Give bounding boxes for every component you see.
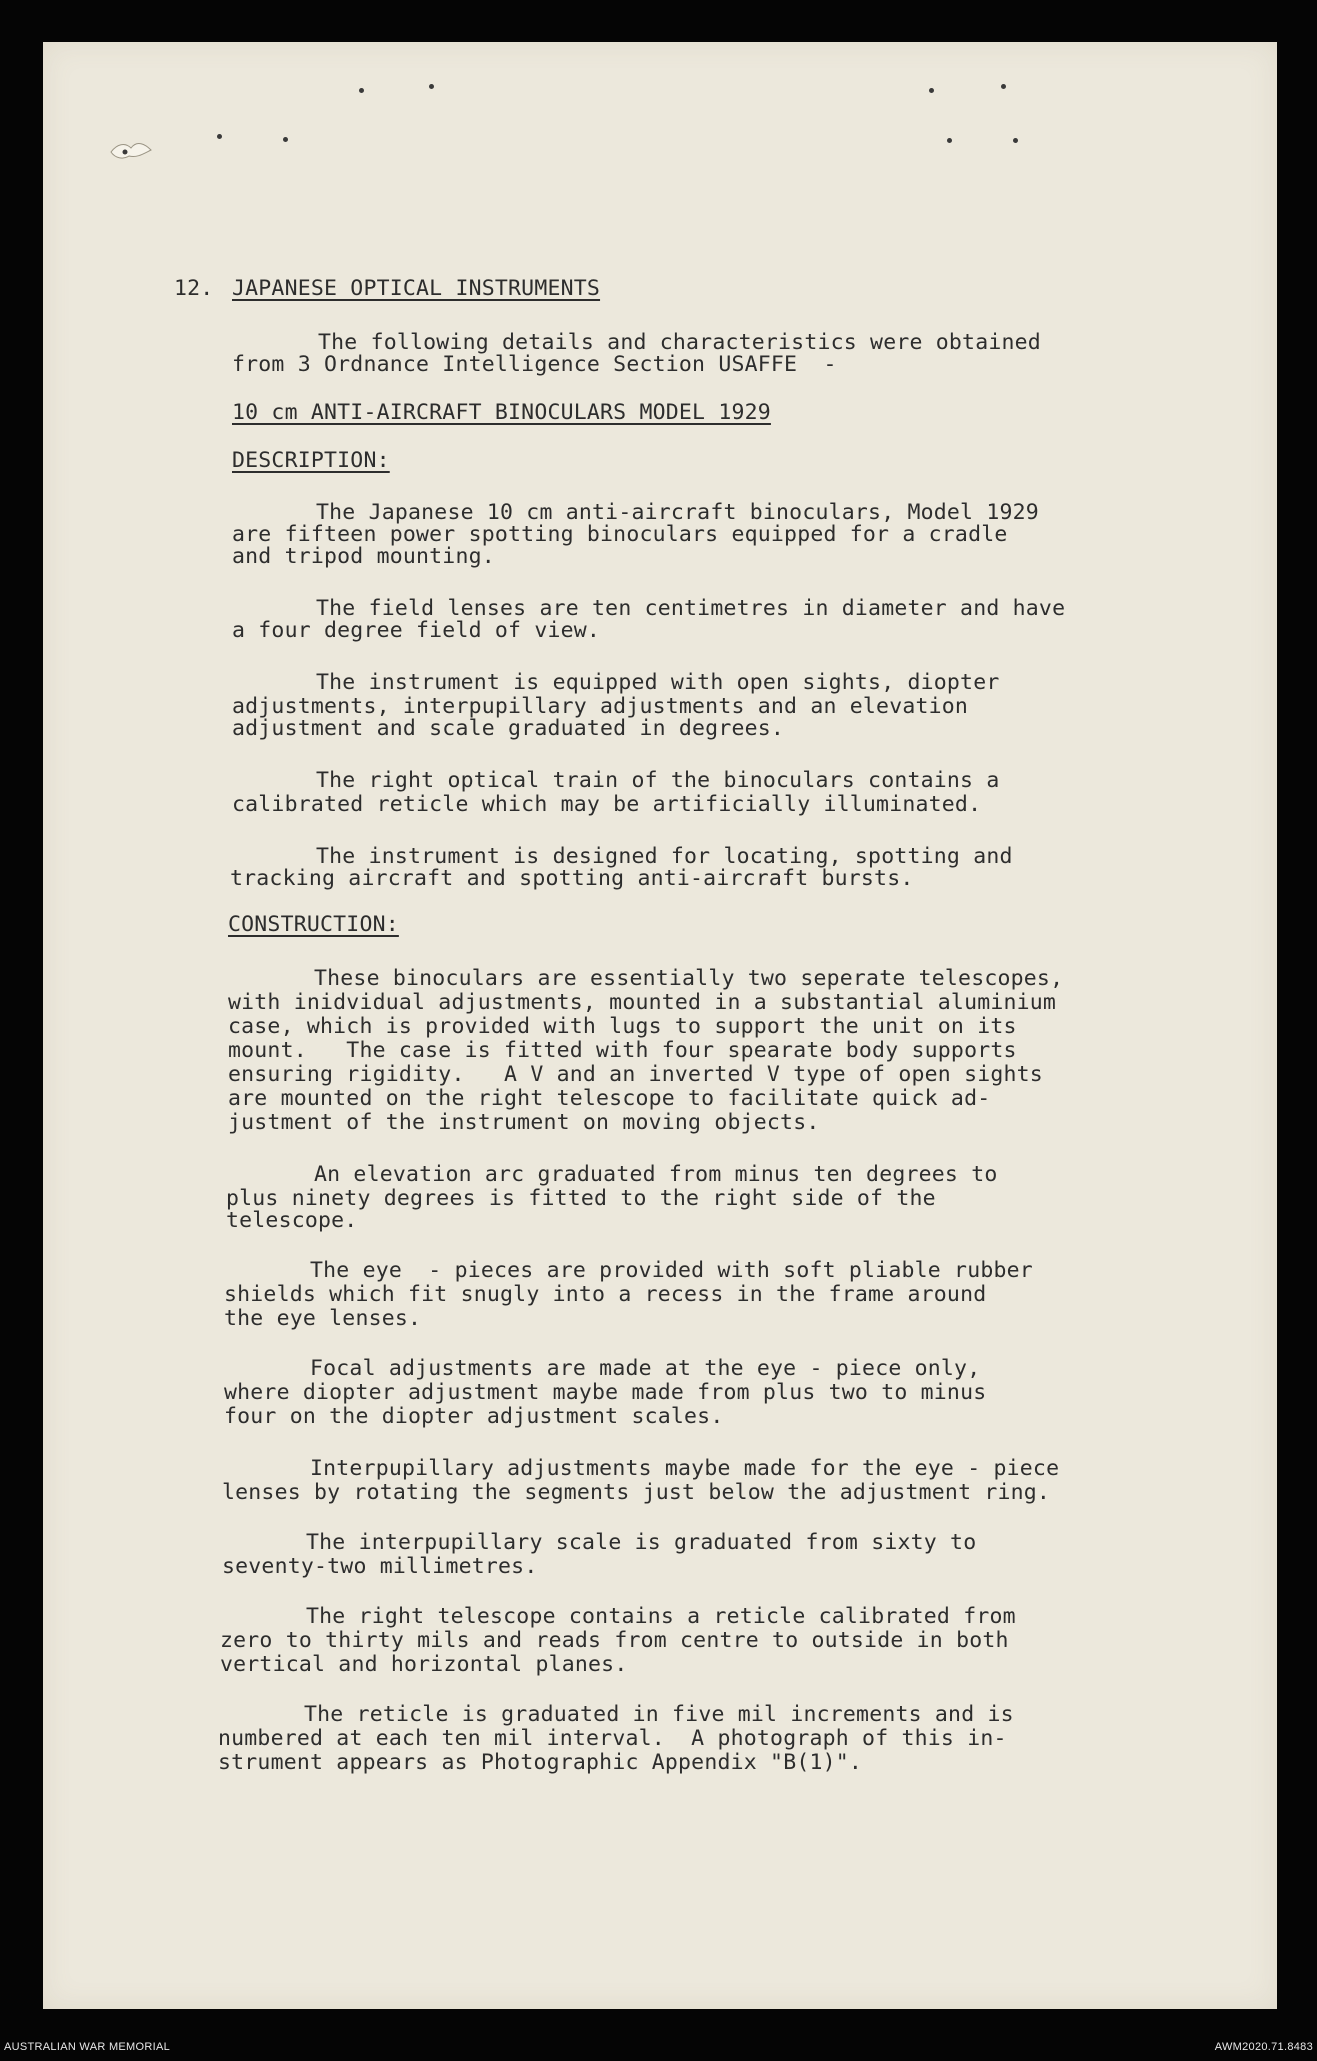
paragraph-line: tracking aircraft and spotting anti-aircraft bursts.: [230, 866, 914, 891]
paragraph-line: adjustments, interpupillary adjustments and an elevation: [232, 694, 969, 719]
paragraph-line: a four degree field of view.: [232, 618, 601, 643]
paragraph-line: strument appears as Photographic Appendix "B(1)".: [218, 1750, 863, 1775]
paragraph-line: The right telescope contains a reticle calibrated from: [306, 1604, 1016, 1629]
paragraph-line: The right optical train of the binoculars contains a: [316, 768, 1000, 793]
paragraph-line: The instrument is designed for locating, spotting and: [316, 844, 1013, 869]
intro-line: The following details and characteristics were obtained: [318, 330, 1041, 355]
paragraph-line: shields which fit snugly into a recess in the frame around: [224, 1282, 987, 1307]
paragraph-line: are fifteen power spotting binoculars equipped for a cradle: [232, 522, 1008, 547]
paragraph-line: Interpupillary adjustments maybe made for the eye - piece: [310, 1456, 1060, 1481]
archive-id: AWM2020.71.8483: [1214, 2041, 1313, 2053]
paragraph-line: plus ninety degrees is fitted to the right side of the: [226, 1186, 936, 1211]
paragraph-line: mount. The case is fitted with four spearate body supports: [228, 1038, 1017, 1063]
paragraph-line: The interpupillary scale is graduated from sixty to: [306, 1530, 977, 1555]
section-number: 12.: [174, 276, 214, 301]
paragraph-line: Focal adjustments are made at the eye - piece only,: [310, 1356, 981, 1381]
paragraph-line: calibrated reticle which may be artificially illuminated.: [232, 792, 982, 817]
construction-heading: CONSTRUCTION:: [228, 912, 399, 937]
paragraph-line: lenses by rotating the segments just below the adjustment ring.: [222, 1480, 1051, 1505]
paragraph-line: The eye - pieces are provided with soft pliable rubber: [310, 1258, 1033, 1283]
paragraph-line: zero to thirty mils and reads from centre to outside in both: [220, 1628, 1009, 1653]
paragraph-line: justment of the instrument on moving objects.: [228, 1110, 820, 1135]
paragraph-line: These binoculars are essentially two seperate telescopes,: [314, 966, 1064, 991]
paragraph-line: ensuring rigidity. A V and an inverted V type of open sights: [228, 1062, 1043, 1087]
description-heading: DESCRIPTION:: [232, 448, 390, 473]
paragraph-line: An elevation arc graduated from minus ten degrees to: [314, 1162, 998, 1187]
paragraph-line: and tripod mounting.: [232, 544, 495, 569]
paragraph-line: case, which is provided with lugs to support the unit on its: [228, 1014, 1017, 1039]
paragraph-line: telescope.: [226, 1208, 358, 1233]
paragraph-line: The field lenses are ten centimetres in diameter and have: [316, 596, 1066, 621]
paragraph-line: where diopter adjustment maybe made from plus two to minus: [224, 1380, 987, 1405]
paragraph-line: four on the diopter adjustment scales.: [224, 1404, 724, 1429]
section-title: JAPANESE OPTICAL INSTRUMENTS: [232, 276, 601, 301]
paragraph-line: adjustment and scale graduated in degrees.: [232, 716, 785, 741]
paragraph-line: The reticle is graduated in five mil increments and is: [304, 1702, 1014, 1727]
paragraph-line: are mounted on the right telescope to facilitate quick ad-: [228, 1086, 991, 1111]
paragraph-line: vertical and horizontal planes.: [220, 1652, 628, 1677]
paragraph-line: The instrument is equipped with open sights, diopter: [316, 670, 1000, 695]
paragraph-line: numbered at each ten mil interval. A photograph of this in-: [218, 1726, 1007, 1751]
model-heading: 10 cm ANTI-AIRCRAFT BINOCULARS MODEL 1929: [232, 400, 771, 425]
paragraph-line: with inidvidual adjustments, mounted in a substantial aluminium: [228, 990, 1057, 1015]
intro-line: from 3 Ordnance Intelligence Section USAFFE -: [232, 352, 837, 377]
paragraph-line: The Japanese 10 cm anti-aircraft binoculars, Model 1929: [316, 500, 1039, 525]
paragraph-line: the eye lenses.: [224, 1306, 422, 1331]
paragraph-line: seventy-two millimetres.: [222, 1554, 538, 1579]
archive-credit: AUSTRALIAN WAR MEMORIAL: [4, 2041, 171, 2053]
